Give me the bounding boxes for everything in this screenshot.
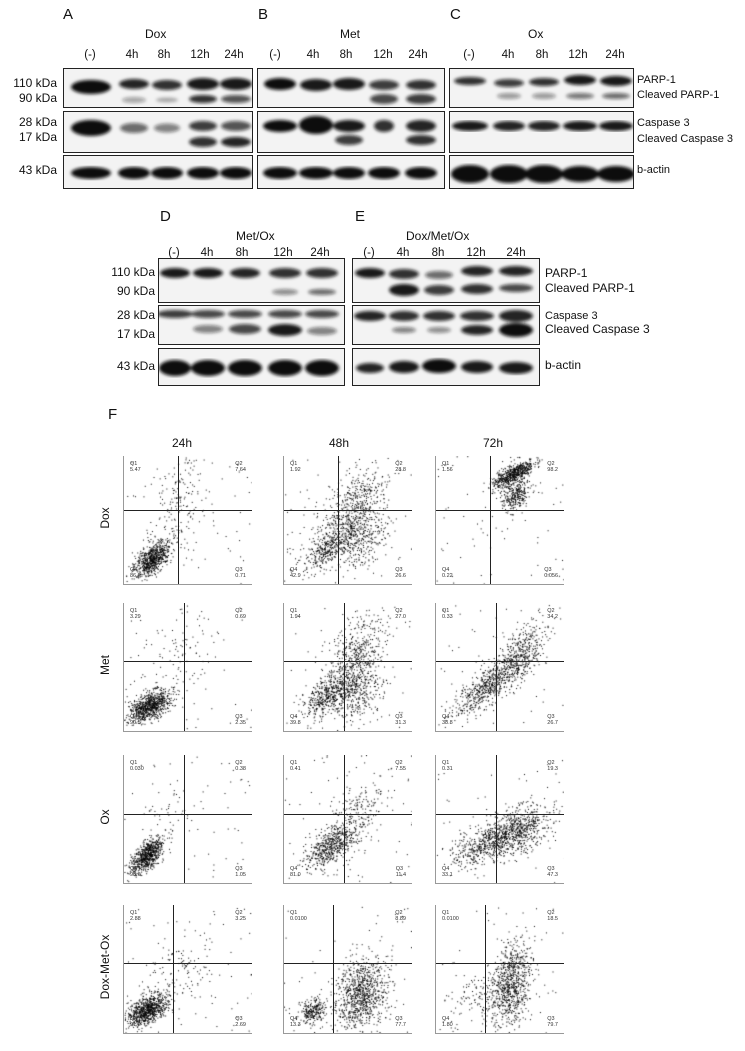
quadrant-gate-horizontal bbox=[284, 963, 412, 964]
kda-43: 43 kDa bbox=[116, 359, 155, 373]
lane-label: (-) bbox=[269, 49, 281, 61]
lane-label: 12h bbox=[568, 49, 588, 61]
blot-band bbox=[389, 269, 419, 279]
blot-band bbox=[599, 121, 633, 131]
lane-label: 24h bbox=[408, 49, 428, 61]
blot-band bbox=[406, 135, 436, 145]
quadrant-label-q1: Q1 5.47 bbox=[130, 461, 141, 473]
panel-f-letter: F bbox=[108, 406, 118, 423]
panel-b-title: Met bbox=[340, 27, 361, 41]
blot-band bbox=[221, 95, 251, 103]
blot-band bbox=[600, 76, 632, 86]
quadrant-gate-vertical bbox=[178, 456, 179, 584]
flow-scatter bbox=[124, 755, 252, 883]
blot-band bbox=[269, 268, 301, 278]
quadrant-label-q4: Q4 33.1 bbox=[442, 866, 453, 878]
blot-band bbox=[451, 165, 489, 183]
blot-band bbox=[228, 360, 262, 376]
kda-17: 17 kDa bbox=[18, 130, 57, 144]
blot-band bbox=[307, 327, 337, 335]
blot-band bbox=[272, 289, 298, 295]
blot-band bbox=[425, 271, 453, 279]
protein-parp1: PARP-1 bbox=[545, 266, 588, 280]
protein-caspase3: Caspase 3 bbox=[637, 117, 690, 129]
panel-d-letter: D bbox=[160, 208, 171, 225]
kda-90: 90 kDa bbox=[18, 91, 57, 105]
blot-band bbox=[406, 94, 436, 104]
blot-band bbox=[191, 310, 225, 318]
blot-band bbox=[597, 166, 634, 182]
flow-scatter bbox=[436, 603, 564, 731]
quadrant-label-q3: Q3 0.056 bbox=[544, 567, 558, 579]
blot-band bbox=[499, 310, 533, 322]
blot-band bbox=[424, 285, 454, 295]
flow-dot-plot bbox=[123, 456, 252, 585]
quadrant-label-q2: Q2 3.25 bbox=[235, 910, 246, 922]
blot-band bbox=[497, 93, 521, 99]
quadrant-gate-horizontal bbox=[284, 661, 412, 662]
protein-parp1: PARP-1 bbox=[637, 74, 676, 86]
quadrant-gate-vertical bbox=[333, 905, 334, 1033]
kda-28: 28 kDa bbox=[116, 308, 155, 322]
quadrant-label-q4: Q4 39.8 bbox=[290, 714, 301, 726]
blot-band bbox=[191, 360, 225, 376]
kda-90: 90 kDa bbox=[116, 284, 155, 298]
quadrant-gate-vertical bbox=[485, 905, 486, 1033]
blot-d-casp bbox=[158, 305, 345, 345]
kda-110: 110 kDa bbox=[111, 265, 155, 279]
quadrant-gate-horizontal bbox=[124, 963, 252, 964]
quadrant-gate-vertical bbox=[496, 603, 497, 731]
lane-label: 24h bbox=[605, 49, 625, 61]
flow-dot-plot bbox=[123, 603, 252, 732]
blot-band bbox=[263, 120, 297, 132]
panel-b-letter: B bbox=[258, 6, 269, 23]
quadrant-label-q1: Q1 0.030 bbox=[130, 760, 144, 772]
kda-17: 17 kDa bbox=[116, 327, 155, 341]
quadrant-label-q4: Q4 91.2 bbox=[130, 1016, 141, 1028]
blot-band bbox=[187, 167, 219, 179]
blot-c-casp bbox=[449, 111, 634, 153]
lane-label: 12h bbox=[190, 49, 210, 61]
blot-band bbox=[460, 311, 494, 321]
blot-band bbox=[405, 167, 437, 179]
lane-label: 12h bbox=[373, 49, 393, 61]
flow-row-label: Dox-Met-Ox bbox=[98, 934, 112, 1000]
blot-band bbox=[193, 325, 223, 333]
flow-dot-plot bbox=[283, 755, 412, 884]
panel-e-title: Dox/Met/Ox bbox=[406, 229, 470, 243]
lane-label: 24h bbox=[310, 247, 330, 259]
quadrant-label-q1: Q1 0.0100 bbox=[290, 910, 307, 922]
blot-a-parp bbox=[63, 68, 253, 108]
blot-band bbox=[369, 80, 399, 90]
lane-label: 8h bbox=[235, 247, 249, 259]
lane-label: 4h bbox=[125, 49, 139, 61]
blot-band bbox=[193, 268, 223, 278]
blot-band bbox=[152, 80, 182, 90]
flow-row-label: Ox bbox=[98, 809, 112, 825]
blot-band bbox=[189, 137, 217, 147]
quadrant-gate-vertical bbox=[184, 603, 185, 731]
blot-band bbox=[268, 324, 302, 336]
blot-band bbox=[268, 360, 302, 376]
flow-dot-plot bbox=[435, 905, 564, 1034]
blot-band bbox=[156, 98, 178, 103]
quadrant-gate-horizontal bbox=[124, 510, 252, 511]
blot-band bbox=[122, 97, 146, 103]
lane-label: 24h bbox=[224, 49, 244, 61]
blot-band bbox=[333, 120, 365, 132]
blot-band bbox=[118, 167, 150, 179]
blot-band bbox=[300, 79, 332, 91]
kda-110: 110 kDa bbox=[13, 76, 57, 90]
quadrant-label-q1: Q1 0.0100 bbox=[442, 910, 459, 922]
flow-column-label: 72h bbox=[482, 436, 504, 450]
blot-band bbox=[333, 167, 365, 179]
quadrant-gate-horizontal bbox=[436, 814, 564, 815]
blot-band bbox=[151, 167, 183, 179]
lane-label: 24h bbox=[506, 247, 526, 259]
blot-band bbox=[220, 167, 252, 179]
blot-band bbox=[454, 77, 486, 85]
quadrant-label-q3: Q3 77.7 bbox=[395, 1016, 406, 1028]
blot-band bbox=[528, 121, 560, 131]
blot-band bbox=[452, 121, 488, 131]
flow-scatter bbox=[124, 905, 252, 1033]
lane-label: (-) bbox=[463, 49, 475, 61]
blot-band bbox=[335, 135, 363, 145]
quadrant-label-q3: Q3 47.3 bbox=[547, 866, 558, 878]
blot-c-parp bbox=[449, 68, 634, 108]
blot-band bbox=[494, 79, 524, 87]
quadrant-label-q2: Q2 0.69 bbox=[235, 608, 246, 620]
blot-band bbox=[71, 167, 111, 179]
quadrant-gate-vertical bbox=[344, 755, 345, 883]
blot-band bbox=[499, 284, 533, 292]
blot-band bbox=[189, 121, 217, 131]
blot-band bbox=[221, 137, 251, 147]
quadrant-label-q4: Q4 0.22 bbox=[442, 567, 453, 579]
flow-row-label: Met bbox=[98, 655, 112, 676]
flow-dot-plot bbox=[283, 905, 412, 1034]
blot-band bbox=[299, 167, 333, 179]
panel-d-title: Met/Ox bbox=[236, 229, 275, 243]
lane-label: (-) bbox=[168, 247, 180, 259]
panel-a-letter: A bbox=[63, 6, 74, 23]
quadrant-label-q3: Q3 2.69 bbox=[235, 1016, 246, 1028]
blot-band bbox=[374, 120, 394, 132]
blot-band bbox=[299, 116, 333, 134]
lane-label: 4h bbox=[306, 49, 320, 61]
quadrant-label-q2: Q2 27.0 bbox=[395, 608, 406, 620]
blot-band bbox=[406, 80, 436, 90]
quadrant-gate-horizontal bbox=[436, 963, 564, 964]
blot-band bbox=[187, 78, 219, 90]
protein-b-actin: b-actin bbox=[637, 164, 671, 176]
blot-band bbox=[529, 78, 559, 86]
blot-band bbox=[499, 266, 533, 276]
blot-band bbox=[422, 359, 456, 373]
blot-band bbox=[461, 284, 493, 294]
blot-d-actin bbox=[158, 348, 345, 386]
quadrant-label-q4: Q4 90.5 bbox=[130, 714, 141, 726]
flow-column-label: 48h bbox=[328, 436, 350, 450]
blot-band bbox=[427, 327, 451, 333]
blot-band bbox=[305, 310, 339, 318]
quadrant-label-q4: Q4 42.9 bbox=[290, 567, 301, 579]
blot-band bbox=[120, 123, 148, 133]
quadrant-label-q4: Q4 13.3 bbox=[290, 1016, 301, 1028]
blot-band bbox=[308, 289, 336, 295]
quadrant-label-q4: Q4 38.8 bbox=[442, 714, 453, 726]
blot-band bbox=[563, 121, 597, 131]
quadrant-label-q2: Q2 19.3 bbox=[547, 760, 558, 772]
flow-column-label: 24h bbox=[171, 436, 193, 450]
quadrant-gate-vertical bbox=[173, 905, 174, 1033]
lane-label: 8h bbox=[535, 49, 549, 61]
blot-band bbox=[525, 165, 563, 183]
blot-band bbox=[306, 268, 338, 278]
blot-e-parp bbox=[352, 258, 540, 303]
blot-band bbox=[355, 268, 385, 278]
quadrant-label-q3: Q3 0.71 bbox=[235, 567, 246, 579]
blot-e-casp bbox=[352, 305, 540, 345]
quadrant-label-q3: Q3 26.6 bbox=[395, 567, 406, 579]
quadrant-label-q3: Q3 2.35 bbox=[235, 714, 246, 726]
flow-dot-plot bbox=[283, 456, 412, 585]
quadrant-label-q3: Q3 11.4 bbox=[395, 866, 406, 878]
quadrant-label-q1: Q1 0.33 bbox=[442, 608, 453, 620]
protein-cleaved-caspase3: Cleaved Caspase 3 bbox=[637, 133, 734, 145]
blot-band bbox=[229, 324, 261, 334]
blot-a-actin bbox=[63, 155, 253, 189]
flow-scatter bbox=[284, 755, 412, 883]
flow-scatter bbox=[436, 755, 564, 883]
quadrant-label-q1: Q1 1.56 bbox=[442, 461, 453, 473]
blot-band bbox=[356, 363, 384, 373]
blot-band bbox=[189, 95, 217, 103]
lane-label: (-) bbox=[363, 247, 375, 259]
blot-b-actin bbox=[257, 155, 445, 189]
blot-band bbox=[561, 166, 599, 182]
quadrant-label-q3: Q3 31.3 bbox=[395, 714, 406, 726]
flow-scatter bbox=[124, 603, 252, 731]
blot-band bbox=[493, 121, 525, 131]
protein-cleaved-parp1: Cleaved PARP-1 bbox=[545, 281, 635, 295]
quadrant-label-q2: Q2 98.2 bbox=[547, 461, 558, 473]
panel-c-letter: C bbox=[450, 6, 461, 23]
blot-band bbox=[263, 167, 297, 179]
blot-band bbox=[499, 362, 533, 374]
blot-band bbox=[228, 310, 262, 318]
blot-d-parp bbox=[158, 258, 345, 303]
flow-scatter bbox=[284, 456, 412, 584]
flow-dot-plot bbox=[435, 755, 564, 884]
blot-band bbox=[392, 327, 416, 333]
quadrant-label-q4: Q4 81.0 bbox=[290, 866, 301, 878]
protein-caspase3: Caspase 3 bbox=[545, 310, 598, 322]
quadrant-label-q2: Q2 7.64 bbox=[235, 461, 246, 473]
kda-28: 28 kDa bbox=[18, 115, 57, 129]
blot-band bbox=[389, 361, 419, 373]
quadrant-label-q1: Q1 1.94 bbox=[290, 608, 301, 620]
flow-scatter bbox=[124, 456, 252, 584]
quadrant-label-q2: Q2 28.8 bbox=[395, 461, 406, 473]
blot-band bbox=[499, 323, 533, 337]
quadrant-label-q2: Q2 8.89 bbox=[395, 910, 406, 922]
flow-scatter bbox=[284, 603, 412, 731]
flow-scatter bbox=[436, 905, 564, 1033]
panel-e-letter: E bbox=[355, 208, 366, 225]
blot-band bbox=[602, 93, 630, 99]
blot-band bbox=[333, 78, 365, 90]
blot-e-actin bbox=[352, 348, 540, 386]
blot-band bbox=[461, 266, 493, 276]
blot-b-parp bbox=[257, 68, 445, 108]
quadrant-label-q1: Q1 0.31 bbox=[442, 760, 453, 772]
blot-band bbox=[354, 311, 386, 321]
quadrant-label-q1: Q1 1.92 bbox=[290, 461, 301, 473]
lane-label: 8h bbox=[431, 247, 445, 259]
blot-band bbox=[268, 310, 302, 318]
protein-cleaved-caspase3: Cleaved Caspase 3 bbox=[545, 322, 650, 336]
quadrant-label-q1: Q1 3.29 bbox=[130, 608, 141, 620]
flow-dot-plot bbox=[123, 755, 252, 884]
blot-band bbox=[423, 311, 455, 321]
quadrant-label-q1: Q1 2.88 bbox=[130, 910, 141, 922]
quadrant-label-q2: Q2 0.38 bbox=[235, 760, 246, 772]
quadrant-gate-horizontal bbox=[124, 814, 252, 815]
lane-label: 4h bbox=[501, 49, 515, 61]
flow-row-label: Dox bbox=[98, 507, 112, 529]
blot-band bbox=[532, 93, 556, 99]
panel-a-title: Dox bbox=[145, 27, 167, 41]
blot-c-actin bbox=[449, 155, 634, 189]
blot-band bbox=[389, 311, 419, 321]
quadrant-label-q2: Q2 7.55 bbox=[395, 760, 406, 772]
blot-band bbox=[389, 284, 419, 296]
blot-band bbox=[406, 120, 436, 132]
quadrant-label-q3: Q3 26.7 bbox=[547, 714, 558, 726]
blot-band bbox=[490, 165, 528, 183]
flow-dot-plot bbox=[435, 456, 564, 585]
blot-band bbox=[368, 167, 400, 179]
quadrant-label-q3: Q3 1.05 bbox=[235, 866, 246, 878]
quadrant-gate-horizontal bbox=[436, 510, 564, 511]
blot-band bbox=[160, 268, 190, 278]
quadrant-gate-vertical bbox=[344, 603, 345, 731]
lane-label: 4h bbox=[200, 247, 214, 259]
quadrant-gate-vertical bbox=[496, 755, 497, 883]
quadrant-label-q4: Q4 86.2 bbox=[130, 567, 141, 579]
quadrant-gate-vertical bbox=[490, 456, 491, 584]
lane-label: (-) bbox=[84, 49, 96, 61]
blot-band bbox=[461, 361, 493, 373]
blot-a-casp bbox=[63, 111, 253, 153]
quadrant-label-q2: Q2 18.5 bbox=[547, 910, 558, 922]
blot-band bbox=[159, 360, 191, 376]
blot-b-casp bbox=[257, 111, 445, 153]
flow-scatter bbox=[284, 905, 412, 1033]
flow-dot-plot bbox=[435, 603, 564, 732]
quadrant-gate-vertical bbox=[338, 456, 339, 584]
quadrant-label-q1: Q1 0.41 bbox=[290, 760, 301, 772]
quadrant-gate-horizontal bbox=[436, 661, 564, 662]
blot-band bbox=[230, 268, 260, 278]
quadrant-label-q4: Q4 1.80 bbox=[442, 1016, 453, 1028]
protein-b-actin: b-actin bbox=[545, 358, 582, 372]
blot-band bbox=[71, 80, 111, 94]
lane-label: 4h bbox=[396, 247, 410, 259]
blot-band bbox=[264, 78, 296, 90]
blot-band bbox=[119, 79, 149, 89]
flow-dot-plot bbox=[123, 905, 252, 1034]
lane-label: 8h bbox=[339, 49, 353, 61]
blot-band bbox=[370, 94, 398, 104]
blot-band bbox=[221, 121, 251, 131]
quadrant-label-q4: Q4 98.6 bbox=[130, 866, 141, 878]
lane-label: 8h bbox=[157, 49, 171, 61]
quadrant-label-q2: Q2 34.2 bbox=[547, 608, 558, 620]
flow-dot-plot bbox=[283, 603, 412, 732]
blot-band bbox=[305, 360, 339, 376]
quadrant-gate-vertical bbox=[184, 755, 185, 883]
blot-band bbox=[71, 120, 111, 136]
quadrant-gate-horizontal bbox=[124, 661, 252, 662]
quadrant-gate-horizontal bbox=[284, 814, 412, 815]
blot-band bbox=[220, 78, 252, 90]
lane-label: 12h bbox=[466, 247, 486, 259]
blot-band bbox=[154, 124, 180, 133]
protein-cleaved-parp1: Cleaved PARP-1 bbox=[637, 89, 720, 101]
quadrant-label-q3: Q3 79.7 bbox=[547, 1016, 558, 1028]
blot-band bbox=[461, 325, 493, 335]
panel-c-title: Ox bbox=[528, 27, 544, 41]
kda-43: 43 kDa bbox=[18, 163, 57, 177]
lane-label: 12h bbox=[273, 247, 293, 259]
blot-band bbox=[566, 93, 594, 99]
quadrant-gate-horizontal bbox=[284, 510, 412, 511]
blot-band bbox=[564, 75, 596, 85]
flow-scatter bbox=[436, 456, 564, 584]
